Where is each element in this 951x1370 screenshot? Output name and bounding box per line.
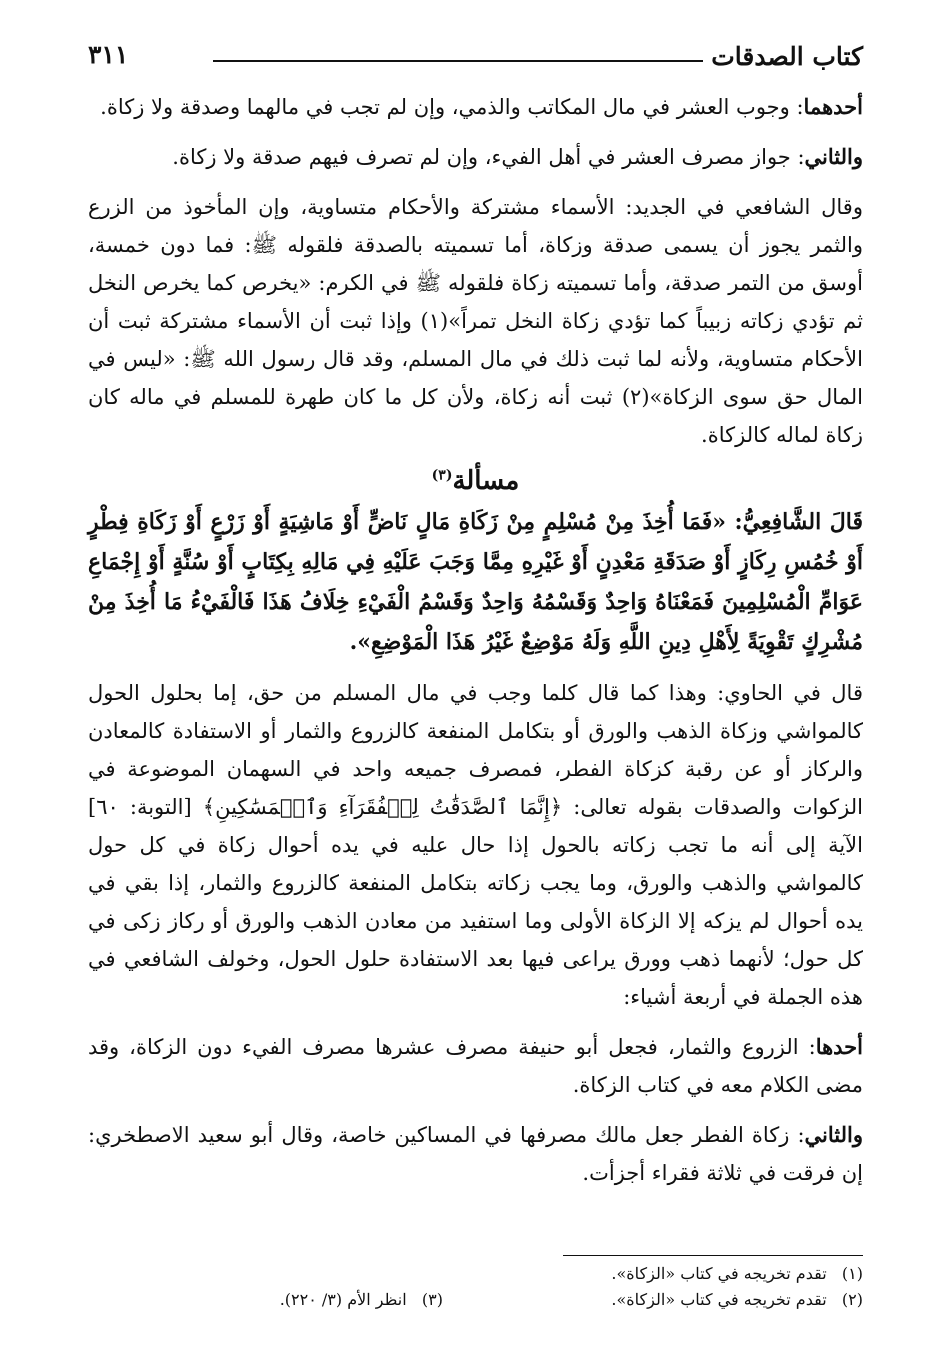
paragraph-lead: أحدهما	[803, 94, 863, 119]
section-heading-note: (٣)	[431, 467, 453, 484]
paragraph-lead: والثاني	[804, 144, 863, 169]
paragraph	[88, 1116, 863, 1192]
matn-text: قَالَ الشَّافِعِيُّ: «فَمَا أُخِذَ مِنْ مُسْلِمٍ مِنْ زَكَاةِ مَالٍ نَاضٍّ أَوْ مَاشِيَةٍ أَوْ زَرْعٍ أَوْ زَكَاةِ فِطْرٍ أَوْ خُمُسِ رِكَازٍ أَوْ صَدَقَةِ مَعْدِنٍ أَوْ غَيْرِهِ مِمَّا وَجَبَ عَلَيْهِ فِي مَالِهِ بِكِتَابٍ أَوْ سُنَّةٍ أَوْ إِجْمَاعِ عَوَامِّ الْمُسْلِمِينَ فَمَعْنَاهُ وَاحِدٌ وَقَسْمُهُ وَاحِدٌ وَقَسْمُ الْفَيْءِ خِلَافُ هَذَا فَالْفَيْءُ مَا أُخِذَ مِنْ مُشْرِكٍ تَقْوِيَةً لِأَهْلِ دِينِ اللَّهِ وَلَهُ مَوْضِعٌ غَيْرُ هَذَا الْمَوْضِعِ».	[88, 509, 864, 655]
paragraph-text: وقال الشافعي في الجديد: الأسماء مشتركة والأحكام متساوية، وإن المأخوذ من الزرع والثمر يجوز أن يسمى صدقة وزكاة، أما تسميته بالصدقة فلقوله ﷺ: فما دون خمسة، أوسق من التمر صدقة، وأما تسميته زكاة فلقوله ﷺ في الكرم: «يخرص كما يخرص النخل ثم تؤدي زكاته زبيباً كما تؤدي زكاة النخل تمراً»(١) وإذا ثبت أن الأسماء مشتركة ثبت أن الأحكام متساوية، ولأنه لما ثبت ذلك في مال المسلم، وقد قال رسول الله ﷺ: «ليس في المال حق سوى الزكاة»(٢) ثبت أنه زكاة، ولأن كل ما كان طهرة للمسلم في ماله كان زكاة لماله كالزكاة.	[88, 195, 863, 447]
paragraph	[88, 1028, 863, 1104]
paragraph	[88, 674, 863, 1016]
footnote-1	[611, 1264, 863, 1283]
page-body	[88, 88, 863, 1204]
footnote-row	[88, 1290, 863, 1316]
paragraph-text: : وجوب العشر في مال المكاتب والذمي، وإن لم تجب في مالهما وصدقة ولا زكاة.	[100, 95, 804, 119]
paragraph	[88, 138, 863, 176]
paragraph	[88, 88, 863, 126]
paragraph-text: : زكاة الفطر جعل مالك مصرفها في المساكين خاصة، وقال أبو سعيد الاصطخري: إن فرقت في ثلاثة فقراء أجزأت.	[88, 1123, 863, 1185]
paragraph-lead: والثاني	[804, 1122, 863, 1147]
paragraph-text: : الزروع والثمار، فجعل أبو حنيفة مصرف عشرها مصرف الفيء دون الزكاة، وقد مضى الكلام معه في كتاب الزكاة.	[88, 1035, 863, 1097]
footnote-text: تقدم تخريجه في كتاب «الزكاة».	[611, 1264, 827, 1283]
paragraph	[88, 188, 863, 454]
footnote-row	[88, 1264, 863, 1290]
paragraph-text: قال في الحاوي: وهذا كما قال كلما وجب في مال المسلم من حق، إما بحلول الحول كالمواشي وزكاة الذهب والورق أو بتكامل المنفعة كالزروع والثمار أو الاستفادة كالمعادن والركاز أو عن رقبة كزكاة الفطر، فمصرف جميعه واحد في السهمان الموضوعة في الزكوات والصدقات بقوله تعالى: ﴿إِنَّمَا ٱلصَّدَقَٰتُ لِلۡفُقَرَآءِ وَٱلۡمَسَٰكِينِ﴾ [التوبة: ٦٠] الآية إلى أنه ما تجب زكاته بالحول إذا حال عليه في يده أحوال زكاة في كل حول كالمواشي والذهب والورق، وما يجب زكاته بتكامل المنفعة كالزروع والثمار، إذا بقي في يده أحوال لم يزكه إلا الزكاة الأولى وما استفيد من معادن الذهب والورق أو ركاز زكى في كل حول؛ لأنهما ذهب وورق يراعى فيها بعد الاستفادة حلول الحول، وخولف الشافعي في هذه الجملة في أربعة أشياء:	[88, 681, 863, 1009]
footnote-text: تقدم تخريجه في كتاب «الزكاة».	[611, 1290, 827, 1309]
header-rule	[213, 60, 703, 62]
paragraph-lead: أحدها	[815, 1034, 863, 1059]
footnote-2	[611, 1290, 863, 1309]
section-heading-text: مسألة	[452, 466, 520, 496]
page-header	[88, 38, 863, 78]
footnotes	[88, 1255, 863, 1316]
chapter-title: كتاب الصدقات	[711, 42, 863, 71]
footnote-number: (٣)	[421, 1290, 443, 1309]
footnote-rule	[563, 1255, 863, 1256]
page-number: ٣١١	[88, 40, 129, 69]
footnote-3	[280, 1290, 443, 1309]
section-heading	[88, 466, 863, 496]
footnote-number: (١)	[841, 1264, 863, 1283]
footnote-text: انظر الأم (٣/ ٢٢٠).	[279, 1290, 407, 1309]
paragraph-text: : جواز مصرف العشر في أهل الفيء، وإن لم تصرف فيهم صدقة ولا زكاة.	[172, 145, 805, 169]
footnote-number: (٢)	[841, 1290, 863, 1309]
